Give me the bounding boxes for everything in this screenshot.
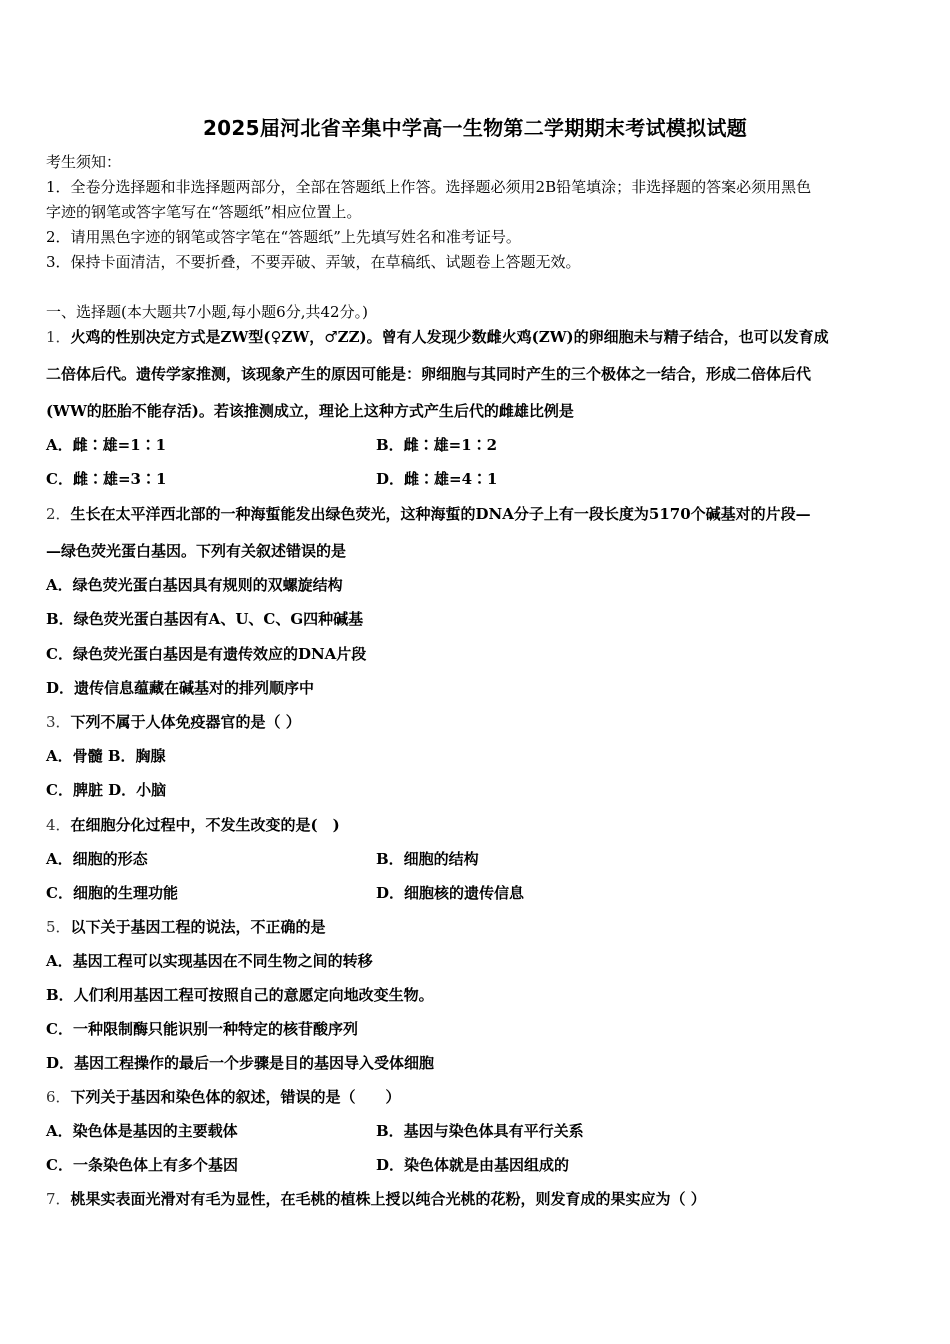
question-4 [46, 815, 340, 835]
option-b: B．基因与染色体具有平行关系 [376, 1122, 584, 1140]
question-stem: 以下关于基因工程的说法，不正确的是 [70, 918, 326, 936]
option-c: C．一种限制酶只能识别一种特定的核苷酸序列 [46, 1020, 358, 1038]
page-title: 2025届河北省辛集中学高一生物第二学期期末考试模拟试题 [202, 116, 748, 140]
option-b: B．雌∶雄=1∶2 [376, 436, 498, 454]
option-d: D．染色体就是由基因组成的 [376, 1156, 570, 1174]
option-d: D．细胞核的遗传信息 [376, 884, 525, 902]
notice-item: 3．保持卡面清洁，不要折叠，不要弄破、弄皱，在草稿纸、试题卷上答题无效。 [46, 253, 581, 271]
option-c: C．细胞的生理功能 [46, 884, 178, 902]
question-5 [46, 917, 326, 937]
question-stem: 生长在太平洋西北部的一种海蜇能发出绿色荧光，这种海蜇的DNA分子上有一段长度为5170个碱基对的片段— [70, 505, 811, 523]
question-3 [46, 712, 301, 732]
option-a: A．细胞的形态 [46, 850, 148, 868]
notice-item: 字迹的钢笔或答字笔写在“答题纸”相应位置上。 [46, 203, 362, 221]
question-number: 7． [46, 1190, 71, 1208]
option-c: C．绿色荧光蛋白基因是有遗传效应的DNA片段 [46, 645, 367, 663]
question-6 [46, 1087, 401, 1107]
option-ab: A．骨髓 B．胸腺 [46, 747, 166, 765]
notice-item: 1．全卷分选择题和非选择题两部分，全部在答题纸上作答。选择题必须用2B铅笔填涂；非选择题的答案必须用黑色 [46, 178, 812, 196]
option-b: B．细胞的结构 [376, 850, 479, 868]
option-d: D．雌∶雄=4∶1 [376, 470, 498, 488]
option-a: A．染色体是基因的主要载体 [46, 1122, 238, 1140]
question-stem-line: 二倍体后代。遗传学家推测，该现象产生的原因可能是：卵细胞与其同时产生的三个极体之一结合，形成二倍体后代 [46, 365, 812, 383]
question-number: 5． [46, 918, 71, 936]
question-number: 1． [46, 328, 71, 346]
question-number: 3． [46, 713, 71, 731]
question-stem: 在细胞分化过程中，不发生改变的是( ) [70, 816, 340, 834]
question-number: 6． [46, 1088, 71, 1106]
question-stem-line: —绿色荧光蛋白基因。下列有关叙述错误的是 [46, 542, 347, 560]
option-d: D．基因工程操作的最后一个步骤是目的基因导入受体细胞 [46, 1054, 435, 1072]
option-cd: C．脾脏 D．小脑 [46, 781, 167, 799]
notice-heading: 考生须知： [46, 153, 122, 171]
option-a: A．雌∶雄=1∶1 [46, 436, 167, 454]
question-stem-line: (WW的胚胎不能存活)。若该推测成立，理论上这种方式产生后代的雌雄比例是 [46, 402, 574, 420]
question-stem: 火鸡的性别决定方式是ZW型(♀ZW，♂ZZ)。曾有人发现少数雌火鸡(ZW)的卵细胞未与精子结合，也可以发育成 [70, 328, 829, 346]
question-number: 2． [46, 505, 71, 523]
option-c: C．一条染色体上有多个基因 [46, 1156, 238, 1174]
option-b: B．人们利用基因工程可按照自己的意愿定向地改变生物。 [46, 986, 434, 1004]
question-7 [46, 1189, 706, 1209]
option-a: A．绿色荧光蛋白基因具有规则的双螺旋结构 [46, 576, 343, 594]
notice-item: 2．请用黑色字迹的钢笔或答字笔在“答题纸”上先填写姓名和准考证号。 [46, 228, 521, 246]
question-stem: 桃果实表面光滑对有毛为显性，在毛桃的植株上授以纯合光桃的花粉，则发育成的果实应为（ ） [70, 1190, 706, 1208]
option-c: C．雌∶雄=3∶1 [46, 470, 167, 488]
question-stem: 下列不属于人体免疫器官的是（ ） [70, 713, 301, 731]
section-heading: 一、选择题(本大题共7小题,每小题6分,共42分。) [46, 303, 368, 321]
option-d: D．遗传信息蕴藏在碱基对的排列顺序中 [46, 679, 315, 697]
question-2 [46, 504, 811, 524]
question-stem: 下列关于基因和染色体的叙述，错误的是（ ） [70, 1088, 401, 1106]
question-1 [46, 327, 829, 347]
option-a: A．基因工程可以实现基因在不同生物之间的转移 [46, 952, 373, 970]
option-b: B．绿色荧光蛋白基因有A、U、C、G四种碱基 [46, 610, 364, 628]
question-number: 4． [46, 816, 71, 834]
